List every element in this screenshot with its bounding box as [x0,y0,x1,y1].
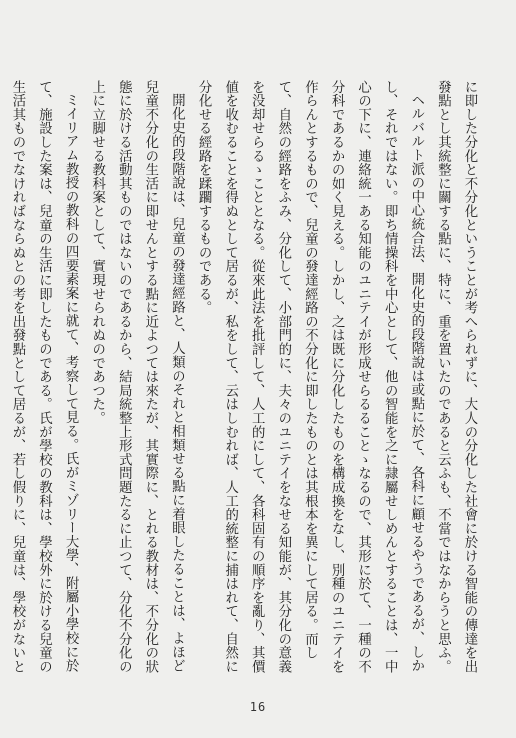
paragraph-3: 開化史的段階說は、兒童の發達經路と、人類のそれと相類せる點に着眼したることは、よほど兒童不分化の生活に即せんとする點に近よつては來たが、其實際に、とれる教材は、不分化の狀態に於ける活動其ものではないのであるから、結局統整上形式問題たるに止つて、分化不分化の上に立脚せる教科案として、實現せられぬのであつた。 [89,80,185,674]
paragraph-4: ミイリアム教授の教科の四要素案に就て、考察して見る。氏がミゾリー大學、附屬小學校に於て、施設した案は、兒童の生活に即したものである。氏が學校の教科は、學校外に於ける兒童の生活其ものでなければならぬとの考を出發點として居るが、若し假りに、兒童は、學校がないと [9,80,79,674]
paragraph-2: ヘルバルト派の中心統合法、開化史的段階說は或點に於て、各科に顧せるやうであるが、しかし、それではない。即ち情操科を中心として、他の智能を之に隷屬せしめんとすることは、一中心の下に、連絡統一ある知能のユニテイが形成せらるることゝなるので、其形に於て、一種の不分科であるかの如く見える。しかし、之は既に分化したものを構成換をなし、別種のユニテイを作らんとするもので、兒童の發達經路の不分化に即したものとは其根本を異にして居る。而して、自然の經路をふみ、分化して、小部門的に、夫々のユニテイをなせる知能が、其分化の意義を没却せらるゝこととなる。從來此法を批評して、人工的にして、各科固有の順序を亂り、其價値を收むることを得ぬとして居るが、私をして、云はしむれば、人工的統整に捕はれて、自然に分化せる經路を蹂躙するものである。 [196,80,424,674]
vertical-body-text [9,80,482,680]
paragraph-1: に即した分化と不分化ということが考へられずに、大人の分化した社會に於ける智能の傳達を出發點とし其統整に關する點に、特に、重を置いたのであると云ふも、不當ではなからうと思ふ。 [435,80,477,674]
page-number: 16 [249,700,267,714]
